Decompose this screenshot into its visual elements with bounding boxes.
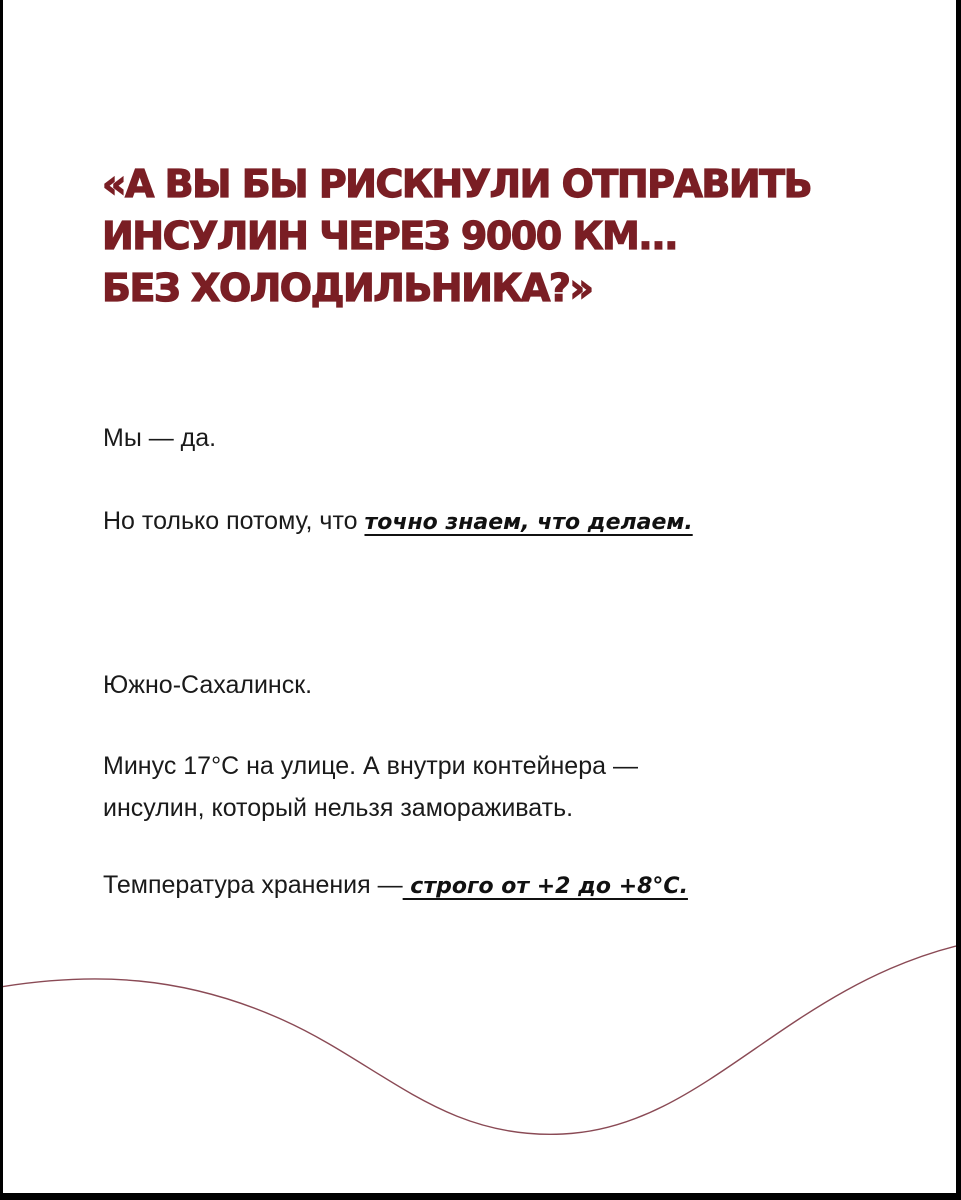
headline-line-1: «А ВЫ БЫ РИСКНУЛИ ОТПРАВИТЬ: [102, 162, 812, 206]
conditions-line-1: Минус 17°С на улице. А внутри контейнера —: [103, 752, 638, 780]
storage-emphasis: строго от +2 до +8°С.: [402, 874, 688, 899]
paragraph-answer: Мы — да.: [103, 424, 217, 452]
reason-emphasis: точно знаем, что делаем.: [364, 510, 693, 535]
headline-line-3: БЕЗ ХОЛОДИЛЬНИКА?»: [102, 266, 593, 310]
conditions-line-2: инсулин, который нельзя замораживать.: [103, 794, 574, 822]
paragraph-city: Южно-Сахалинск.: [103, 671, 313, 699]
decorative-wave-line: [3, 0, 956, 1193]
reason-prefix: Но только потому, что: [103, 507, 365, 535]
storage-prefix: Температура хранения —: [103, 871, 403, 899]
post-card: [3, 0, 956, 1193]
headline-line-2: ИНСУЛИН ЧЕРЕЗ 9000 КМ...: [102, 214, 678, 258]
